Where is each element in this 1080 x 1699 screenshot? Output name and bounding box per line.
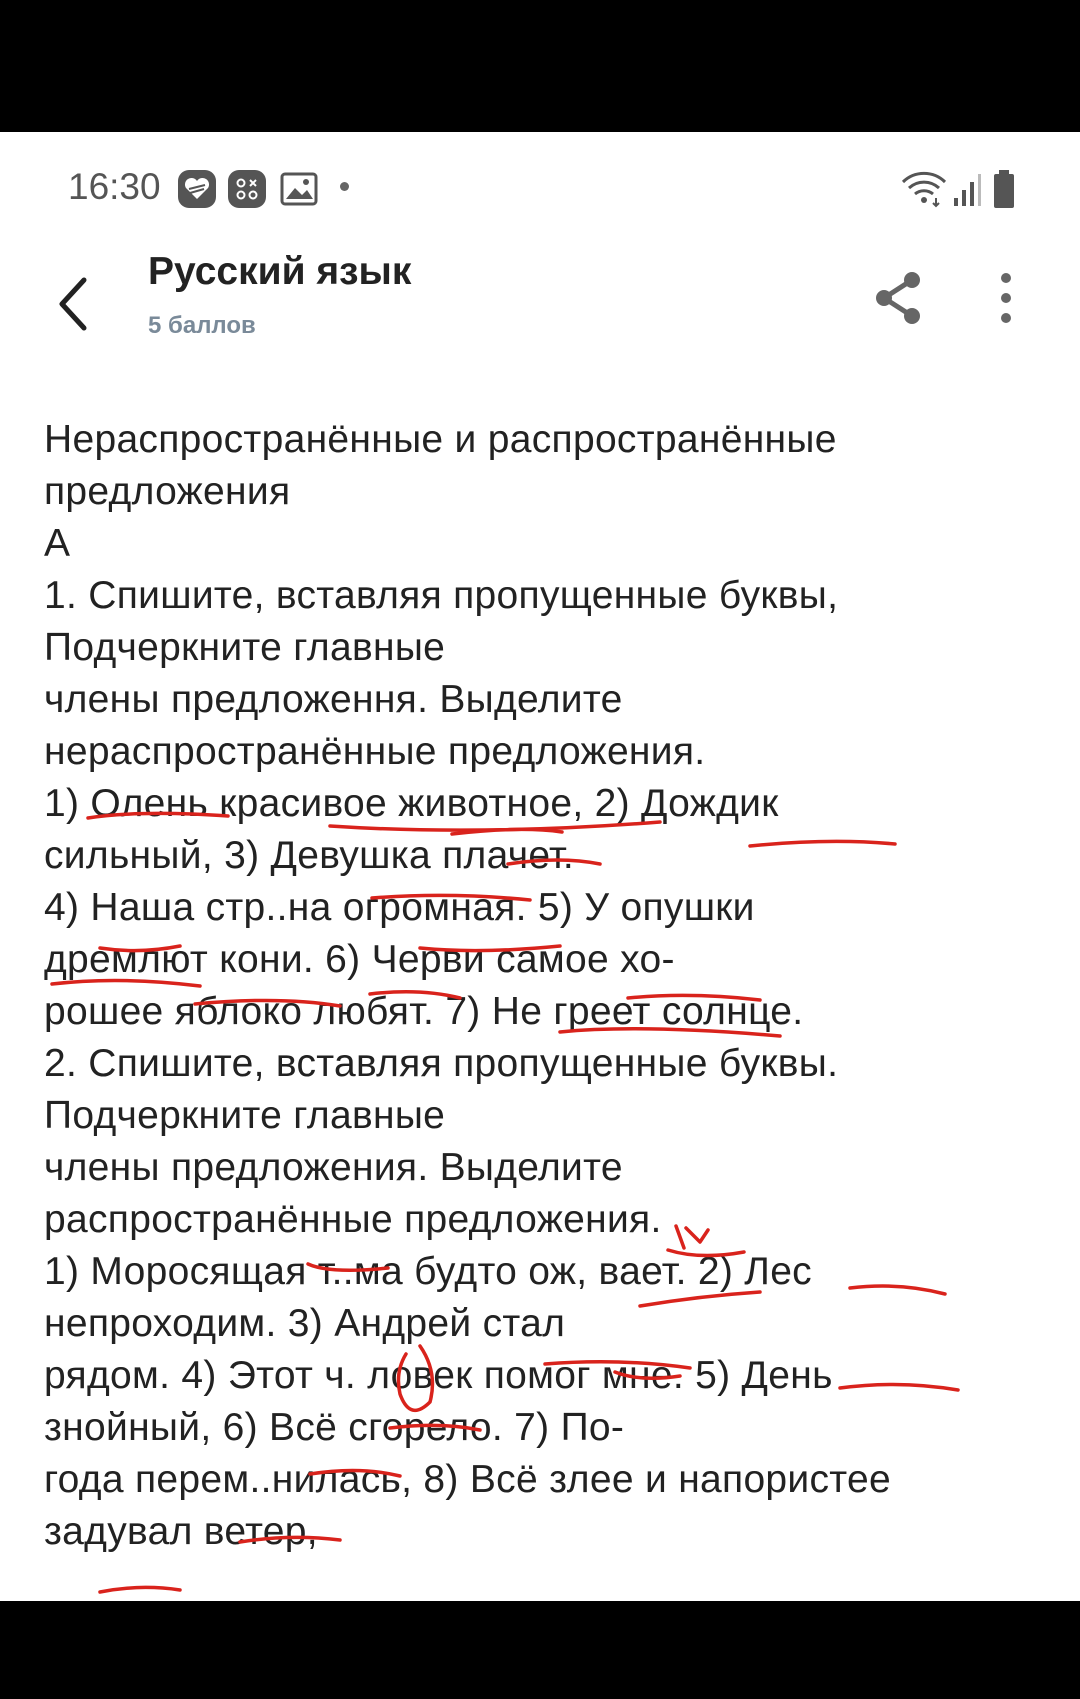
status-bar	[0, 132, 1080, 242]
back-arrow-icon[interactable]	[50, 272, 98, 336]
signal-icon	[952, 172, 982, 208]
question-line: Подчеркните главные	[44, 1094, 446, 1137]
gallery-icon	[280, 172, 318, 206]
heart-badge-icon	[176, 168, 218, 210]
question-line: Подчеркните главные	[44, 626, 446, 669]
app-grid-icon	[226, 168, 268, 210]
question-line: нераспространённые предложения.	[44, 730, 706, 773]
question-line: распространённые предложения.	[44, 1198, 662, 1241]
page-title: Русский язык	[148, 250, 412, 293]
question-line: 2. Спишите, вставляя пропущенные буквы.	[44, 1042, 839, 1085]
question-text	[44, 414, 1054, 1558]
question-line: рошее яблоко любят. 7) Не греет солнце.	[44, 990, 804, 1033]
question-line: 4) Наша стр..на огромная. 5) У опушки	[44, 886, 755, 929]
share-icon[interactable]	[872, 270, 924, 326]
status-time: 16:30	[68, 166, 161, 207]
question-line: предложения	[44, 470, 291, 513]
question-line: рядом. 4) Этот ч. ловек помог мне. 5) День	[44, 1354, 833, 1397]
points-label: 5 баллов	[148, 312, 256, 339]
question-line: члены предложення. Выделите	[44, 678, 623, 721]
question-line: 1) Олень красивое животное, 2) Дождик	[44, 782, 779, 825]
question-line: года перем..нилась, 8) Всё злее и напористее	[44, 1458, 892, 1501]
more-options-icon[interactable]	[996, 270, 1016, 326]
question-line: Нераспространённые и распространённые	[44, 418, 837, 461]
question-line: задувал ветер,	[44, 1510, 318, 1553]
question-line: члены предложения. Выделите	[44, 1146, 623, 1189]
question-line: знойный, 6) Всё сгорело. 7) По-	[44, 1406, 625, 1449]
question-line: непроходим. 3) Андрей стал	[44, 1302, 566, 1345]
question-line: А	[44, 522, 71, 565]
question-line: сильный, 3) Девушка плачет.	[44, 834, 574, 877]
question-line: 1. Спишите, вставляя пропущенные буквы,	[44, 574, 839, 617]
question-line: 1) Моросящая т..ма будто ож, вает. 2) Лес	[44, 1250, 812, 1293]
wifi-icon	[900, 170, 948, 208]
question-line: дремлют кони. 6) Черви самое хо-	[44, 938, 675, 981]
battery-icon	[992, 168, 1016, 210]
screen	[0, 132, 1080, 1601]
notification-dot	[340, 182, 349, 191]
